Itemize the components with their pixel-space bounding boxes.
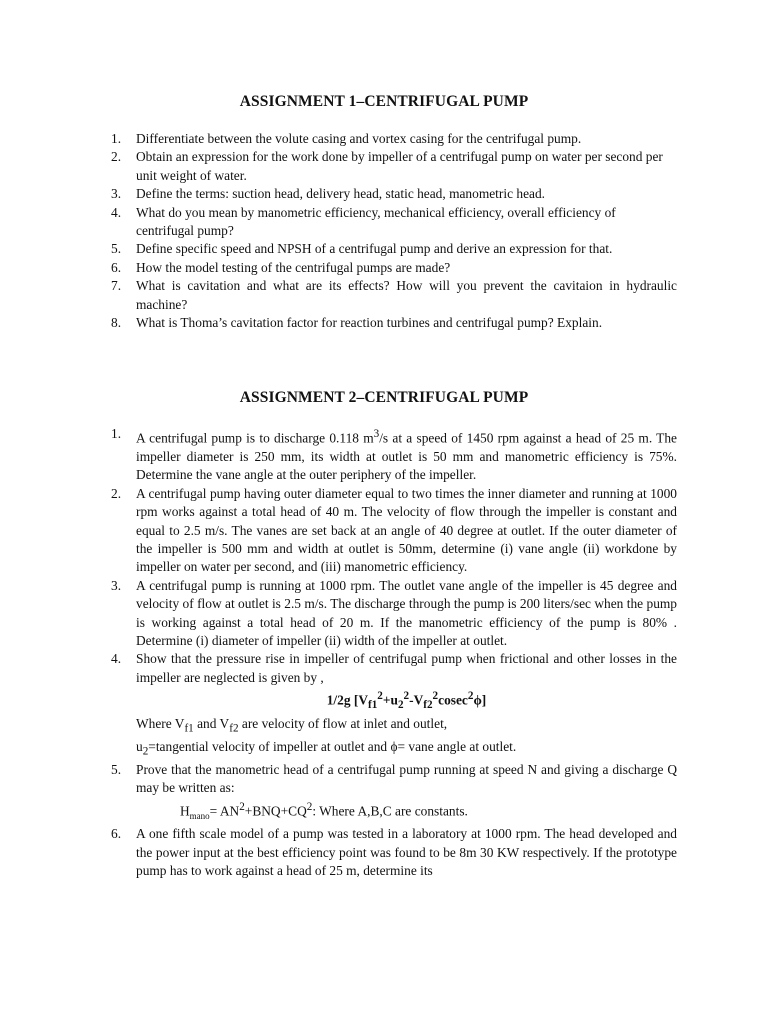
item-text: What do you mean by manometric efficiency, mechanical efficiency, overall efficiency of centrifugal pump? [136,204,616,239]
text-part: +BNQ+CQ [244,803,307,819]
superscript: 2 [432,690,439,703]
superscript: 2 [239,800,245,813]
list-item [0,185,677,203]
item-number: 6. [111,826,122,842]
subscript: 2 [397,699,404,712]
superscript: 2 [306,800,313,813]
item-text: Show that the pressure rise in impeller of centrifugal pump when frictional and other losses in the impeller are neglected is given by , [136,651,677,685]
text-part: are velocity of flow at inlet and outlet, [238,715,448,731]
pressure-rise-formula [136,687,677,715]
list-item [0,577,677,651]
item-number: 1. [111,131,122,146]
item-text: Define the terms: suction head, delivery head, static head, manometric head. [136,186,546,202]
list-item [0,825,677,880]
text-part: and V [193,715,230,731]
item-number: 1. [111,426,122,441]
text-part: Where V [136,715,185,731]
assignment-1-question-list [0,130,677,332]
item-number: 5. [111,241,122,257]
subscript: 2 [142,745,149,758]
list-item [0,314,677,332]
text-part: H [180,803,190,819]
item-number: 6. [111,259,122,275]
item-number: 4. [111,204,122,220]
item-text: How the model testing of the centrifugal pumps are made? [136,259,451,275]
subscript: f2 [423,699,433,712]
item-number: 2. [111,149,122,165]
item-text: Define specific speed and NPSH of a centrifugal pump and derive an expression for that. [136,241,613,257]
assignment-1-title: ASSIGNMENT 1–CENTRIFUGAL PUMP [239,93,529,110]
manometric-head-equation [136,798,677,826]
item-text: A one fifth scale model of a pump was tested in a laboratory at 1000 rpm. The head developed and the power input at the best efficiency point was found to be 8m 30 KW respectively. If the prototype pump has to work against a head of 25 m, determine its [136,826,677,879]
formula-part: -V [409,692,424,708]
formula-part: 1/2g [V [326,692,368,708]
item-number: 8. [111,315,122,331]
item-text: Obtain an expression for the work done by impeller of a centrifugal pump on water per second per unit weight of water. [136,149,663,183]
list-item [0,240,677,258]
list-item [0,485,677,577]
list-item [0,148,677,185]
item-number: 2. [111,485,122,501]
subscript: f1 [184,722,194,735]
list-item [0,130,677,148]
assignment-2-title: ASSIGNMENT 2–CENTRIFUGAL PUMP [239,389,529,406]
superscript: 3 [373,428,380,440]
where-line [136,738,677,761]
formula-part: cosec [438,692,468,708]
item-number: 7. [111,278,122,294]
item-text: A centrifugal pump having outer diameter equal to two times the inner diameter and running at 1000 rpm works against a total head of 40 m. The velocity of flow through the impeller is constant and equal to 2.5 m/s. The vanes are set back at an angle of 40 degree at outlet. If the outer diameter of the impeller is 500 mm and width at outlet is 50mm, determine (i) vane angle (ii) workdone by impeller on water per second, and (iii) manometric efficiency. [136,485,677,575]
item-text: What is cavitation and what are its effects? How will you prevent the cavitaion in hydraulic machine? [136,278,677,312]
item-number: 5. [111,761,122,777]
item-text-part: /s at a speed of 1450 rpm against a head of 25 m. The impeller diameter is 250 mm, its width at outlet is 50 mm and manometric efficiency is 75%. Determine the vane angle at the outer periphery of the impeller. [136,430,677,483]
item-number: 3. [111,577,122,593]
subscript: f1 [368,699,378,712]
item-text: Prove that the manometric head of a centrifugal pump running at speed N and giving a discharge Q may be written as: [136,761,677,796]
item-number: 3. [111,186,122,202]
text-part: = AN [209,803,240,819]
superscript: 2 [377,690,383,703]
list-item [0,277,677,314]
item-text: Differentiate between the volute casing and vortex casing for the centrifugal pump. [136,131,582,146]
formula-part: +u [382,692,398,708]
item-text: What is Thoma’s cavitation factor for reaction turbines and centrifugal pump? Explain. [136,315,603,331]
list-item [0,204,677,241]
superscript: 2 [403,690,410,703]
text-part: =tangential velocity of impeller at outlet and ϕ= vane angle at outlet. [148,738,517,754]
item-text: A centrifugal pump is running at 1000 rpm. The outlet vane angle of the impeller is 45 degree and velocity of flow at outlet is 2.5 m/s. The discharge through the pump is 200 liters/sec when the pump is working against a total head of 20 m. If the manometric efficiency of the pump is 80% . Determine (i) diameter of impeller (ii) width of the impeller at outlet. [136,577,677,648]
text-part: : Where A,B,C are constants. [312,803,468,819]
text-part: u [136,738,143,754]
list-item [0,259,677,277]
list-item [0,761,677,825]
formula-part: ϕ] [473,692,487,708]
item-number: 4. [111,651,122,667]
assignment-2-question-list [0,425,677,880]
list-item [0,425,677,485]
subscript: mano [189,810,210,821]
where-line [136,715,677,738]
superscript: 2 [467,690,474,703]
subscript: f2 [229,722,239,735]
item-text-part: A centrifugal pump is to discharge 0.118 m [136,430,374,446]
list-item [0,650,677,761]
